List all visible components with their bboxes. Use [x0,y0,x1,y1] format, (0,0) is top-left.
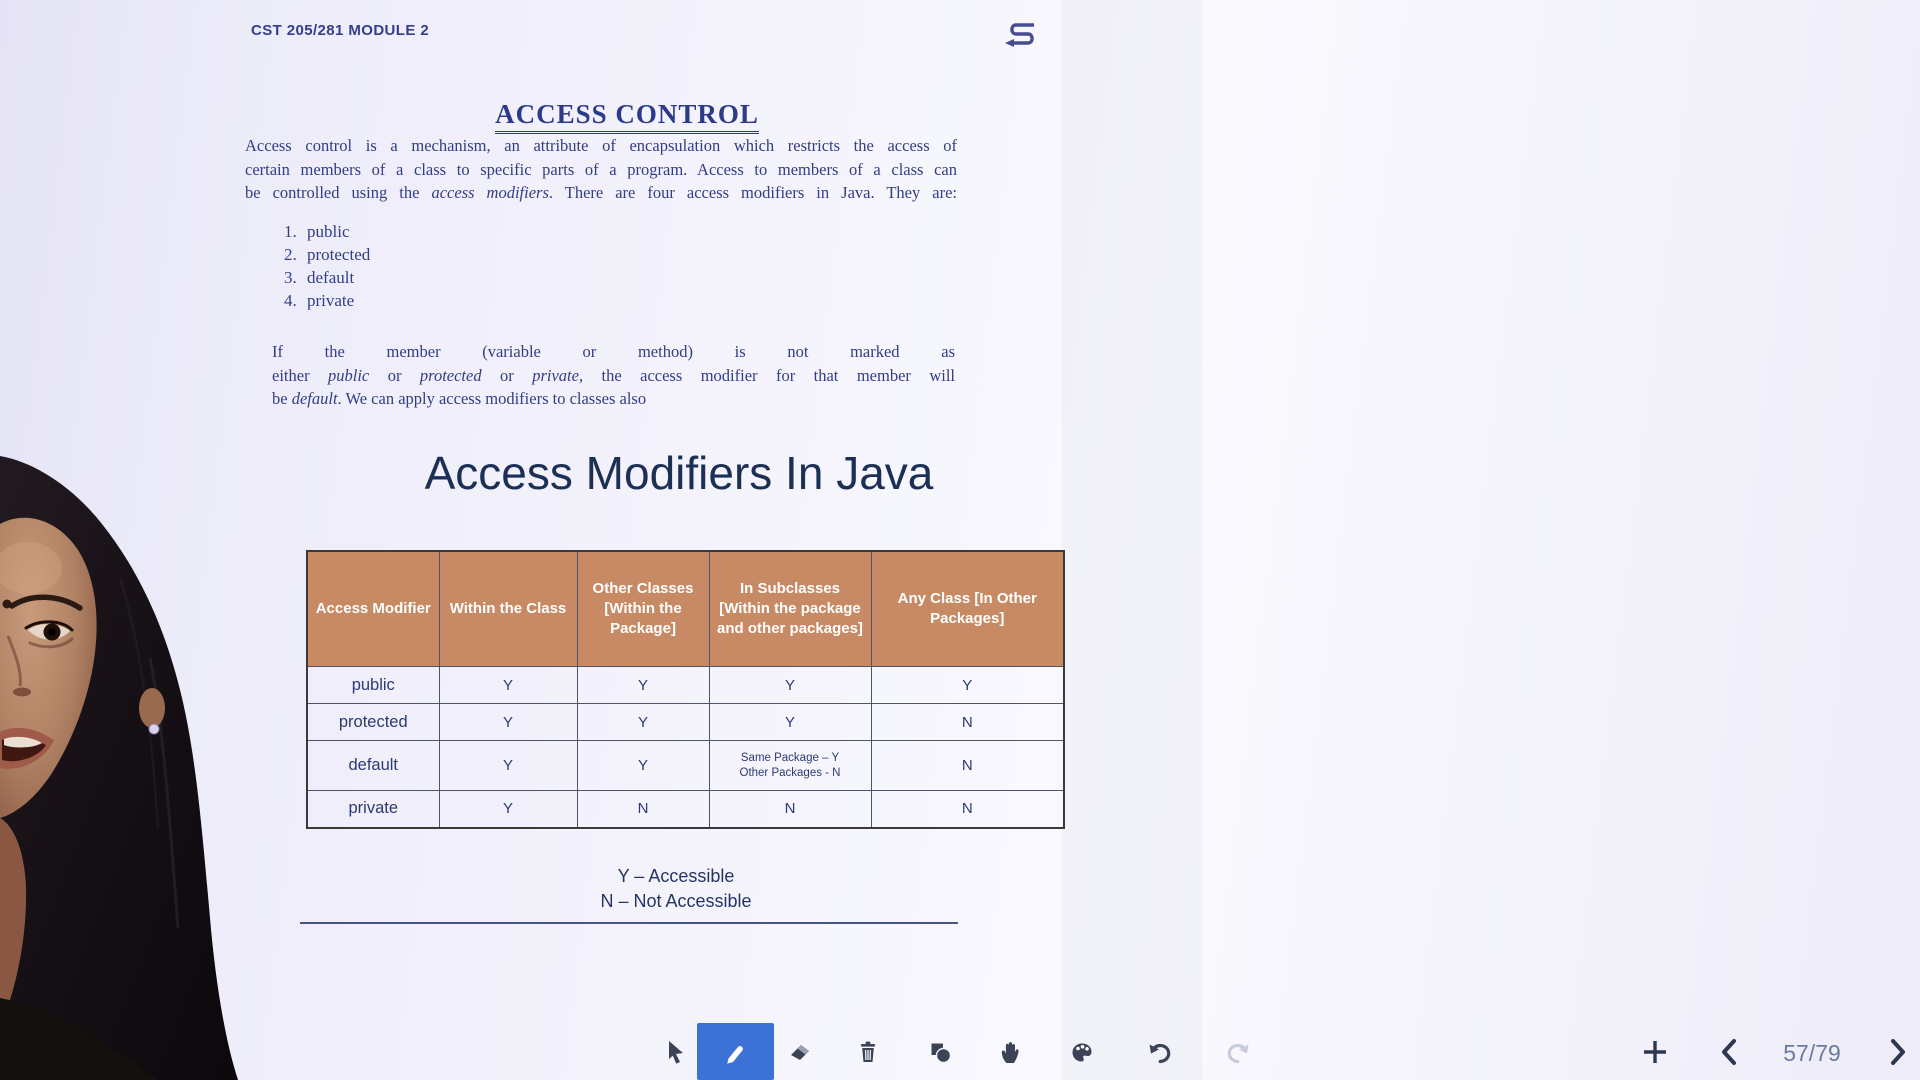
earring [149,724,159,734]
paragraph-line: be default. We can apply access modifiers to classes also [272,389,647,408]
paragraph-line: either public or protected or private, the access modifier for that member will [272,365,955,385]
ear [139,688,165,728]
list-item: 4. private [301,289,370,312]
previous-page-chevron-icon[interactable] [1714,1036,1746,1068]
paragraph-line: If the member (variable or method) is not marked as [272,342,955,361]
table-row: protected Y Y Y N [307,704,1064,741]
access-modifier-table [306,550,1065,829]
table-row: public Y Y Y Y [307,667,1064,704]
list-item: 3. default [301,266,370,289]
zoom-in-plus-icon[interactable] [1639,1036,1671,1068]
pen-icon[interactable] [722,1039,748,1065]
hand-pan-icon[interactable] [997,1039,1023,1065]
course-title-label: CST 205/281 MODULE 2 [251,22,430,39]
undo-icon[interactable] [1147,1039,1173,1065]
column-header: Within the Class [439,551,577,667]
trash-icon[interactable] [855,1039,881,1065]
list-item: 1. public [301,220,370,243]
legend-line: N – Not Accessible [600,890,752,911]
default-modifier-paragraph [272,340,955,411]
projector-seam [1062,0,1202,1080]
intro-paragraph [245,134,957,205]
divider-rule [300,922,958,924]
column-header: Any Class [In Other Packages] [871,551,1064,667]
paragraph-line: certain members of a class to specific parts of a program. Access to members of a class can [245,159,957,179]
column-header: In Subclasses [Within the package and other packages] [709,551,871,667]
paragraph-line: Access control is a mechanism, an attribute of encapsulation which restricts the access of [245,136,957,155]
slide-heading: Access Modifiers In Java [424,447,934,499]
table-legend [526,864,826,913]
next-page-chevron-icon[interactable] [1881,1036,1913,1068]
paragraph-line: be controlled using the access modifiers. There are four access modifiers in Java. They are: [245,183,957,202]
eraser-icon[interactable] [787,1039,813,1065]
list-item: 2. protected [301,243,370,266]
table-row: private Y N N N [307,791,1064,828]
column-header: Access Modifier [307,551,439,667]
redo-icon[interactable] [1225,1039,1251,1065]
document-title: ACCESS CONTROL [495,99,759,134]
table-header-row [307,551,1064,667]
palette-icon[interactable] [1069,1039,1095,1065]
split-cell: Same Package – Y Other Packages - N [709,741,871,791]
page-indicator: 57/79 [1783,1040,1841,1066]
table-row: default Y Y Same Package – Y Other Packages - N N [307,741,1064,791]
instructor-webcam-overlay [0,398,248,1080]
column-header: Other Classes [Within the Package] [577,551,709,667]
legend-line: Y – Accessible [617,866,735,886]
access-modifier-list [277,220,370,312]
swap-horizontal-icon[interactable] [1002,18,1042,52]
shapes-icon[interactable] [927,1039,953,1065]
cursor-select-icon[interactable] [663,1039,689,1065]
